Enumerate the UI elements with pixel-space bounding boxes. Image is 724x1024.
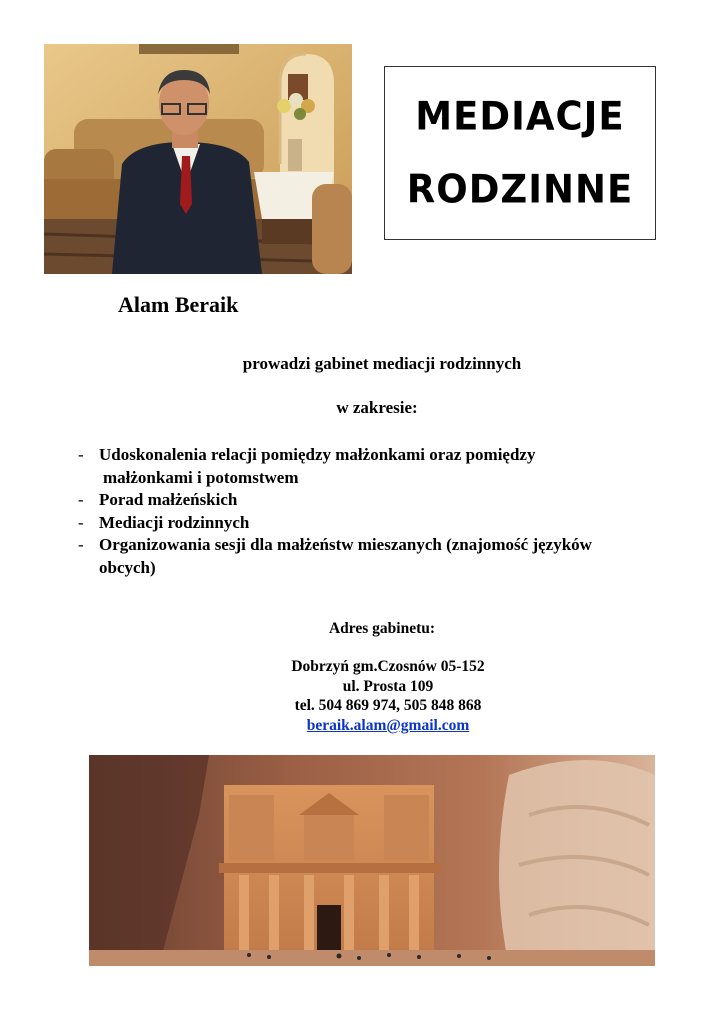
email-row xyxy=(0,717,724,735)
list-dash: - xyxy=(78,445,84,464)
service-item xyxy=(78,534,678,579)
services-list xyxy=(78,444,678,579)
service-text: Mediacji rodzinnych xyxy=(99,512,250,532)
service-text: Organizowania sesji dla małżeństw mieszanych (znajomość języków xyxy=(99,535,592,554)
scope-heading: w zakresie: xyxy=(336,398,418,417)
list-dash: - xyxy=(78,512,84,532)
service-item xyxy=(78,489,678,512)
service-item xyxy=(78,444,678,489)
service-item xyxy=(78,512,678,535)
list-dash: - xyxy=(78,490,84,509)
email-link[interactable]: beraik.alam@gmail.com xyxy=(306,717,470,734)
phone-numbers: tel. 504 869 974, 505 848 868 xyxy=(294,697,482,714)
title-line-1: MEDIACJE xyxy=(415,93,625,140)
service-text: Porad małżeńskich xyxy=(99,490,238,509)
address-heading: Adres gabinetu: xyxy=(328,620,436,637)
title-box xyxy=(384,66,656,240)
intro-text: prowadzi gabinet mediacji rodzinnych xyxy=(242,354,522,373)
service-text-continued: małżonkami i potomstwem xyxy=(103,467,299,487)
petra-treasury-photo xyxy=(89,755,655,966)
address-line-1: Dobrzyń gm.Czosnów 05-152 xyxy=(291,658,485,675)
title-line-2: RODZINNE xyxy=(406,166,634,213)
service-text: Udoskonalenia relacji pomiędzy małżonkami oraz pomiędzy xyxy=(99,445,536,464)
mediator-name: Alam Beraik xyxy=(118,292,239,317)
list-dash: - xyxy=(78,535,84,554)
service-text-continued: obcych) xyxy=(99,557,156,577)
portrait-photo xyxy=(44,44,352,274)
address-line-2: ul. Prosta 109 xyxy=(342,678,434,695)
